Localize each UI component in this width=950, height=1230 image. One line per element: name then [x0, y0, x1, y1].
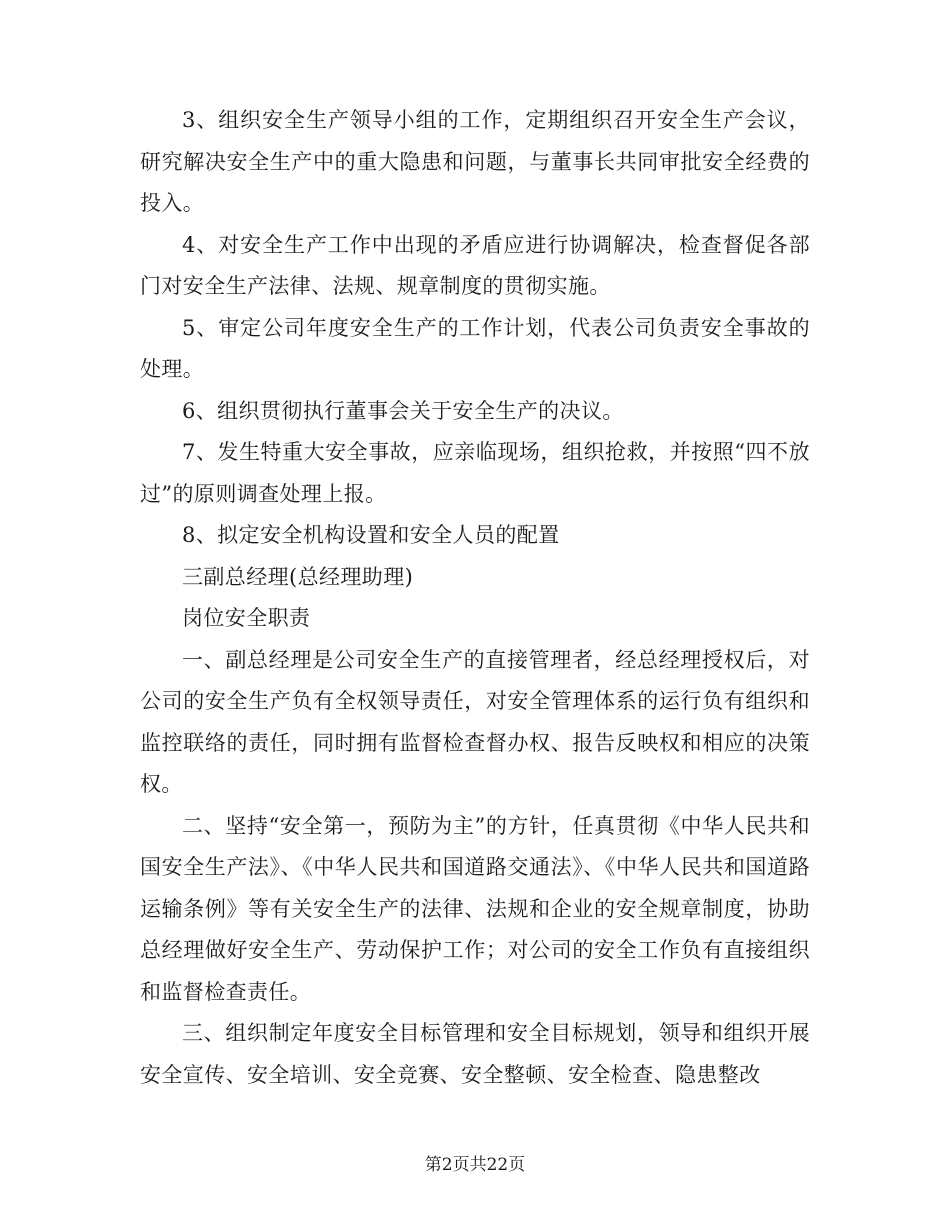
paragraph-item-8: 8、拟定安全机构设置和安全人员的配置	[182, 523, 560, 547]
document-body	[140, 100, 810, 1096]
page-number: 第2页共22页	[424, 1155, 526, 1175]
section-subheading: 岗位安全职责	[182, 606, 311, 630]
paragraph-duty-2: 二、坚持“安全第一，预防为主”的方针，任真贯彻《中华人民共和国安全生产法》、《中华人民共和国道路交通法》、《中华人民共和国道路运输条例》等有关安全生产的法律、法规和企业的安全规章制度，协助总经理做好安全生产、劳动保护工作；对公司的安全工作负有直接组织和监督检查责任。	[140, 813, 810, 1004]
section-heading: 三副总经理(总经理助理)	[182, 564, 414, 589]
paragraph-item-5: 5、审定公司年度安全生产的工作计划，代表公司负责安全事故的处理。	[140, 315, 810, 381]
paragraph-duty-1: 一、副总经理是公司安全生产的直接管理者，经总经理授权后，对公司的安全生产负有全权领导责任，对安全管理体系的运行负有组织和监控联络的责任，同时拥有监督检查督办权、报告反映权和相应的决策权。	[140, 647, 810, 796]
paragraph-item-6: 6、组织贯彻执行董事会关于安全生产的决议。	[182, 398, 624, 423]
paragraph-duty-3: 三、组织制定年度安全目标管理和安全目标规划，领导和组织开展安全宣传、安全培训、安全竞赛、安全整顿、安全检查、隐患整改	[140, 1021, 810, 1087]
paragraph-item-4: 4、对安全生产工作中出现的矛盾应进行协调解决，检查督促各部门对安全生产法律、法规、规章制度的贯彻实施。	[140, 232, 810, 298]
paragraph-item-3: 3、组织安全生产领导小组的工作，定期组织召开安全生产会议，研究解决安全生产中的重大隐患和问题，与董事长共同审批安全经费的投入。	[140, 108, 810, 215]
paragraph-item-7: 7、发生特重大安全事故，应亲临现场，组织抢救，并按照“四不放过”的原则调查处理上报。	[140, 440, 810, 506]
